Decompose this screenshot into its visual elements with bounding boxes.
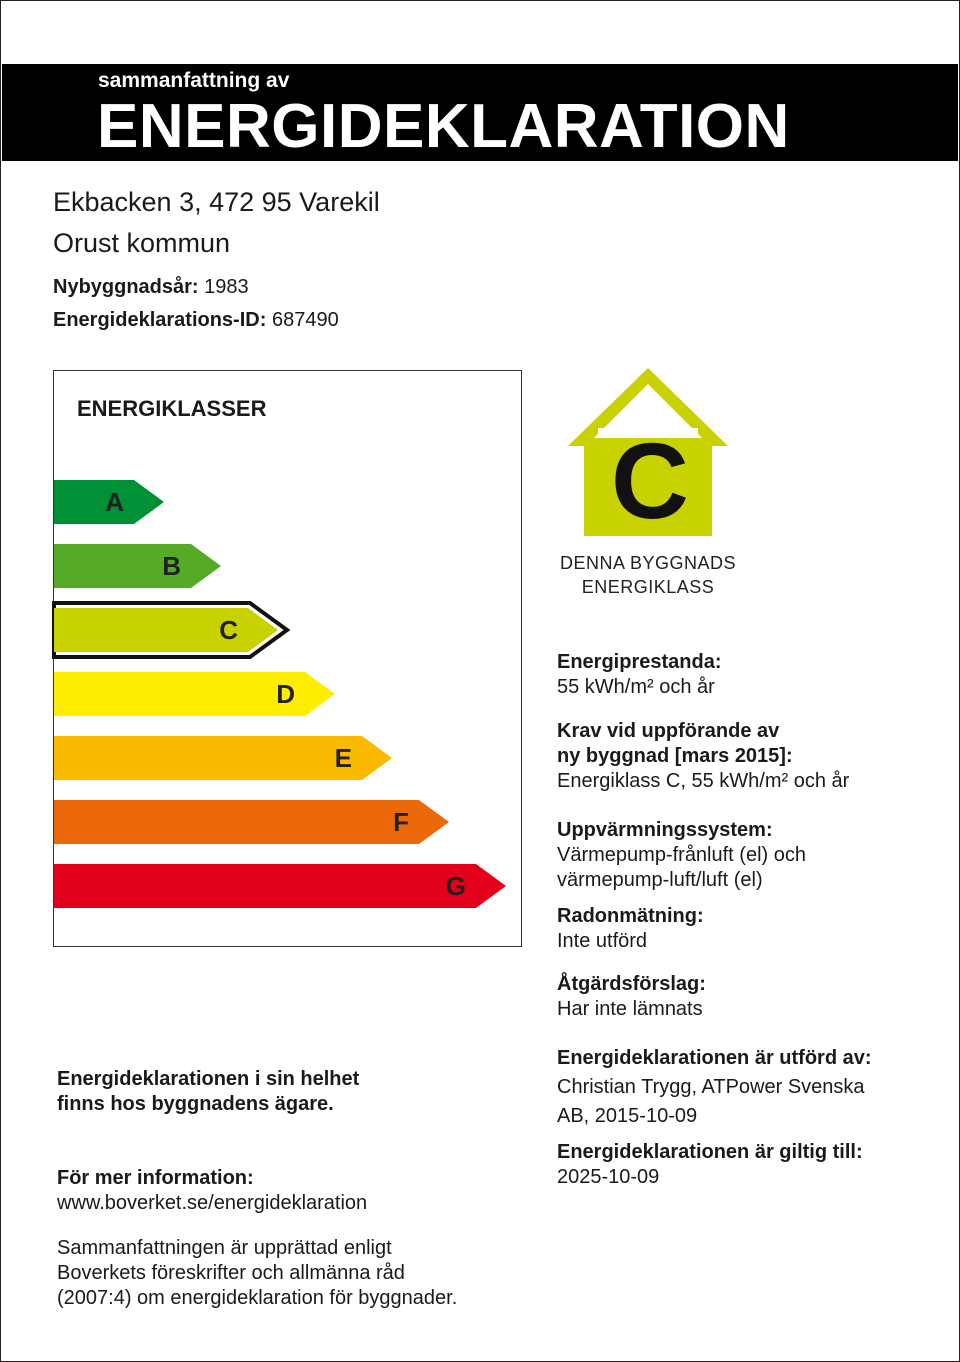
- energy-performance: [557, 650, 721, 700]
- heating-value-line1: Värmepump-frånluft (el) och: [557, 844, 806, 866]
- performed-by-value-line2: AB, 2015-10-09: [557, 1105, 698, 1127]
- requirement-label-line2: ny byggnad [mars 2015]:: [557, 745, 793, 767]
- performed-by-value-line1: Christian Trygg, ATPower Svenska: [557, 1076, 865, 1098]
- header-subtitle: sammanfattning av: [98, 69, 290, 92]
- more-info-label: För mer information:: [57, 1167, 254, 1189]
- owner-note-line1: Energideklarationen i sin helhet: [57, 1068, 360, 1090]
- energy-performance-value: 55 kWh/m² och år: [557, 676, 715, 698]
- class-letter-b: B: [162, 551, 181, 581]
- radon-measurement: [557, 904, 704, 954]
- build-year-label: Nybyggnadsår:: [53, 276, 199, 298]
- heating-system: [557, 818, 806, 893]
- heating-value-line2: värmepump-luft/luft (el): [557, 869, 763, 891]
- requirement-value: Energiklass C, 55 kWh/m² och år: [557, 770, 850, 792]
- class-bar-f: [54, 800, 449, 844]
- house-icon: [556, 366, 740, 544]
- footer-line2: Boverkets föreskrifter och allmänna råd: [57, 1262, 405, 1284]
- energy-class-scale-title: ENERGIKLASSER: [77, 396, 267, 421]
- requirement-label-line1: Krav vid uppförande av: [557, 720, 780, 742]
- class-bar-b: [54, 544, 221, 588]
- heating-label: Uppvärmningssystem:: [557, 819, 773, 841]
- measures-value: Har inte lämnats: [557, 998, 703, 1020]
- own-class-caption-line1: DENNA BYGGNADS: [559, 553, 737, 573]
- class-letter-d: D: [276, 679, 295, 709]
- class-bar-c: [54, 608, 278, 652]
- valid-until: [557, 1140, 863, 1190]
- measures-label: Åtgärdsförslag:: [557, 973, 706, 995]
- own-class-caption-line2: ENERGIKLASS: [581, 577, 715, 597]
- own-class-caption: [556, 551, 740, 599]
- declaration-id-value: 687490: [271, 309, 339, 331]
- radon-value: Inte utförd: [557, 930, 648, 952]
- class-letter-e: E: [334, 743, 352, 773]
- class-letter-g: G: [445, 871, 466, 901]
- class-letter-a: A: [105, 487, 124, 517]
- more-info-link[interactable]: www.boverket.se/energideklaration: [57, 1192, 368, 1214]
- footer-line1: Sammanfattningen är upprättad enligt: [57, 1237, 392, 1259]
- performed-by-label: Energideklarationen är utförd av:: [557, 1047, 872, 1069]
- more-info: [57, 1166, 367, 1216]
- footer-note: [57, 1236, 457, 1311]
- rating-letter: C: [611, 420, 689, 541]
- build-year-value: 1983: [204, 276, 249, 298]
- owner-note: [57, 1067, 359, 1117]
- performed-by: [557, 1044, 872, 1131]
- owner-note-line2: finns hos byggnadens ägare.: [57, 1093, 334, 1115]
- energy-performance-label: Energiprestanda:: [557, 651, 722, 673]
- footer-line3: (2007:4) om energideklaration för byggnader.: [57, 1287, 458, 1309]
- class-letter-c: C: [219, 615, 238, 645]
- measure-proposals: [557, 972, 706, 1022]
- property-municipality: Orust kommun: [53, 228, 231, 258]
- valid-until-label: Energideklarationen är giltig till:: [557, 1141, 863, 1163]
- valid-until-value: 2025-10-09: [557, 1166, 660, 1188]
- header-title: ENERGIDEKLARATION: [97, 92, 790, 161]
- class-letter-f: F: [393, 807, 409, 837]
- class-bar-g: [54, 864, 506, 908]
- declaration-id-label: Energideklarations-ID:: [53, 309, 267, 331]
- radon-label: Radonmätning:: [557, 905, 704, 927]
- property-address: Ekbacken 3, 472 95 Varekil: [53, 187, 380, 217]
- new-building-requirement: [557, 719, 849, 794]
